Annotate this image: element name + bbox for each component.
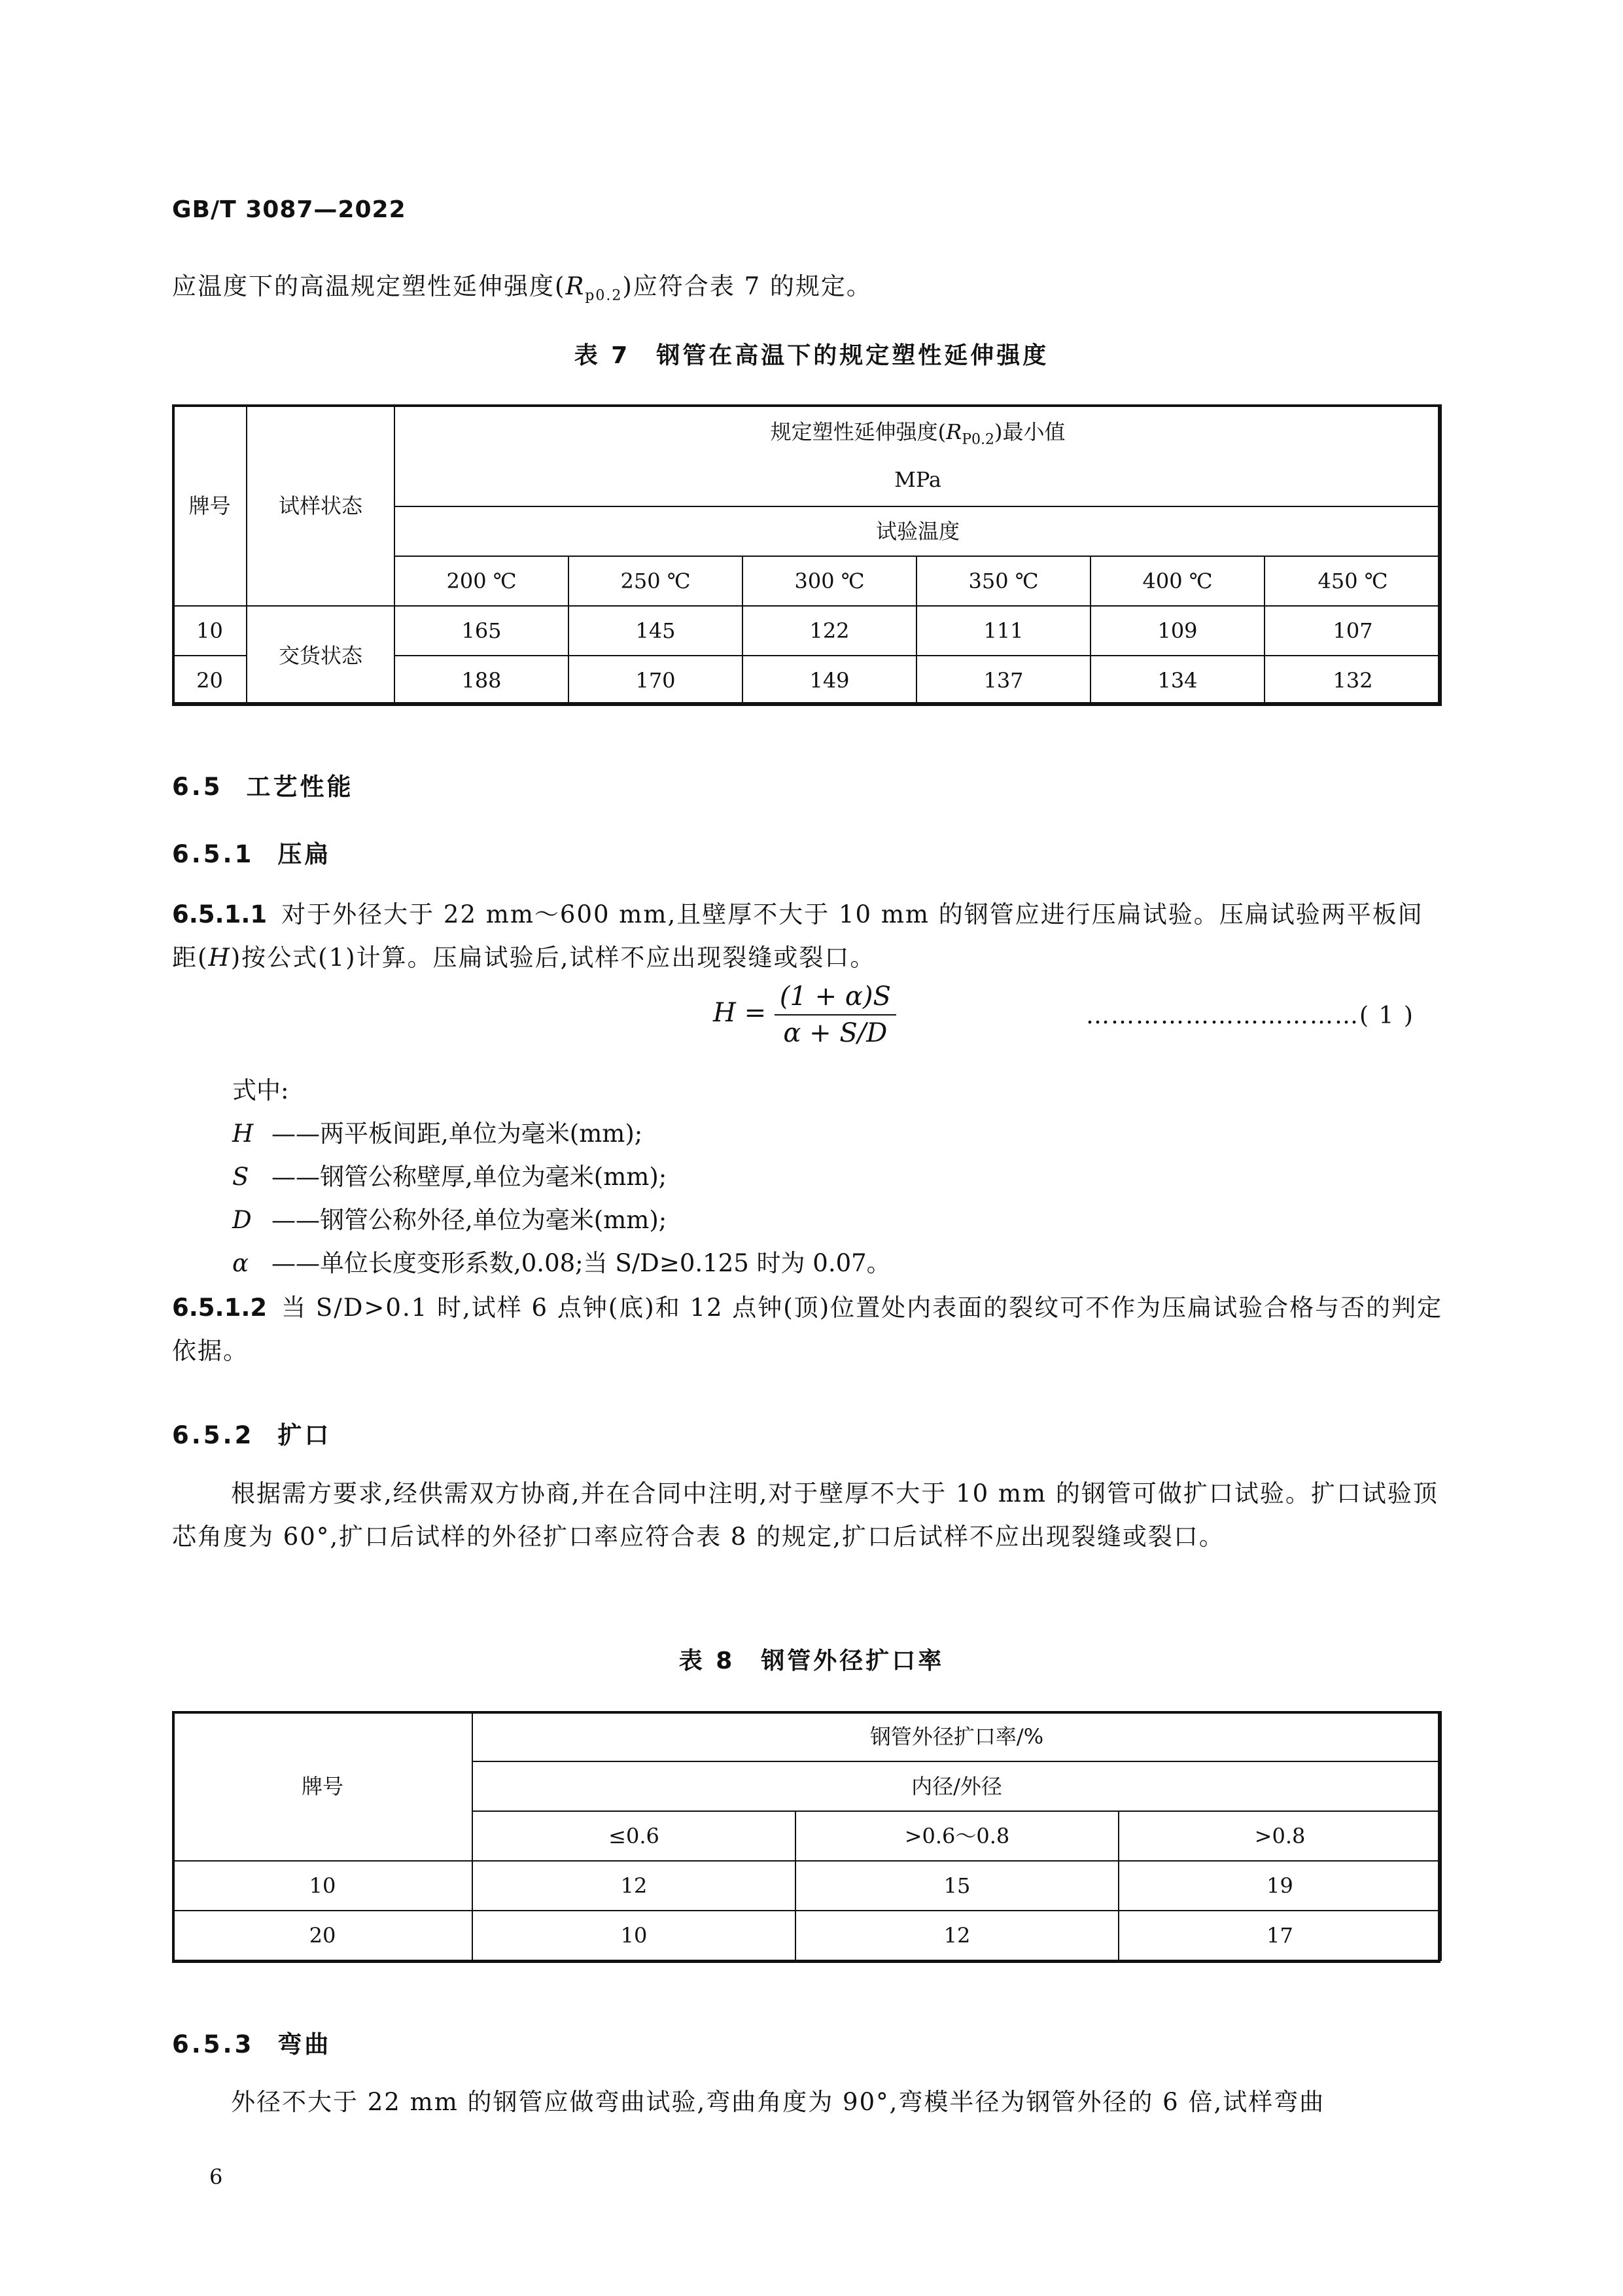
table7-temp: 250 ℃ <box>568 556 742 606</box>
table7-cell: 109 <box>1091 606 1265 656</box>
table7-state: 交货状态 <box>247 606 394 705</box>
where-label: 式中: <box>232 1076 289 1104</box>
table8-range: >0.6～0.8 <box>795 1811 1119 1861</box>
standard-number: GB/T 3087—2022 <box>172 196 406 223</box>
table7-cell: 165 <box>394 606 568 656</box>
table7-temp: 400 ℃ <box>1091 556 1265 606</box>
table7-cell: 134 <box>1091 656 1265 705</box>
table8-group-title: 钢管外径扩口率/% <box>472 1712 1441 1761</box>
table8 <box>172 1711 1442 1961</box>
page-number: 6 <box>209 2164 223 2189</box>
table8-header-grade: 牌号 <box>173 1712 472 1861</box>
table7-cell: 132 <box>1265 656 1441 705</box>
section-6-5-heading: 6.5 工艺性能 <box>172 773 354 801</box>
table7-grade: 20 <box>173 656 247 705</box>
section-6-5-1-heading: 6.5.1 压扁 <box>172 840 332 868</box>
table8-cell: 10 <box>472 1911 795 1960</box>
table-row <box>173 606 1441 656</box>
formula-ref: ……………………………( 1 ) <box>1086 1002 1414 1029</box>
formula-1: H = $\frac{(1 + \alpha)S}{\alpha + S/D}$ <box>713 981 896 1048</box>
table8-range: >0.8 <box>1119 1811 1441 1861</box>
clause-6-5-1-2: 6.5.1.2 当 S/D>0.1 时,试样 6 点钟(底)和 12 点钟(顶)位置处内表面的裂纹可不作为压扁试验合格与否的判定依据。 <box>172 1294 1443 1365</box>
table7-cell: 145 <box>568 606 742 656</box>
table7-group-title: 规定塑性延伸强度$(R_{P0.2})$最小值 MPa <box>394 405 1441 506</box>
table7-grade: 10 <box>173 606 247 656</box>
section-6-5-2-heading: 6.5.2 扩口 <box>172 1421 332 1449</box>
table7-temp: 300 ℃ <box>742 556 916 606</box>
table8-grade: 20 <box>173 1911 472 1960</box>
table7-temp: 350 ℃ <box>916 556 1091 606</box>
table8-cell: 15 <box>795 1861 1119 1911</box>
table7-caption: 表 7 钢管在高温下的规定塑性延伸强度 <box>574 342 1049 369</box>
table8-range: ≤0.6 <box>472 1811 795 1861</box>
var-definition: D ——钢管公称外径,单位为毫米(mm); <box>232 1206 667 1234</box>
table7 <box>172 404 1442 706</box>
table7-cell: 149 <box>742 656 916 705</box>
table8-caption: 表 8 钢管外径扩口率 <box>678 1648 945 1674</box>
var-definition: S ——钢管公称壁厚,单位为毫米(mm); <box>232 1163 667 1191</box>
table7-header-grade: 牌号 <box>173 405 247 606</box>
table7-cell: 107 <box>1265 606 1441 656</box>
paragraph-6-5-3: 外径不大于 22 mm 的钢管应做弯曲试验,弯曲角度为 90°,弯模半径为钢管外径的 6 倍,试样弯曲 <box>231 2088 1325 2116</box>
section-6-5-3-heading: 6.5.3 弯曲 <box>172 2030 332 2058</box>
table8-cell: 19 <box>1119 1861 1441 1911</box>
table7-cell: 170 <box>568 656 742 705</box>
table7-temp: 450 ℃ <box>1265 556 1441 606</box>
var-definition: H ——两平板间距,单位为毫米(mm); <box>232 1120 643 1148</box>
table7-unit: MPa <box>894 467 941 492</box>
table8-cell: 17 <box>1119 1911 1441 1960</box>
clause-6-5-1-1: 6.5.1.1 对于外径大于 22 mm～600 mm,且壁厚不大于 10 mm 的钢管应进行压扁试验。压扁试验两平板间距(H)按公式(1)计算。压扁试验后,试样不应出现裂缝或裂口。 <box>172 900 1423 972</box>
table7-cell: 137 <box>916 656 1091 705</box>
table7-cell: 111 <box>916 606 1091 656</box>
var-definition: α ——单位长度变形系数,0.08;当 S/D≥0.125 时为 0.07。 <box>232 1249 891 1277</box>
table7-cell: 188 <box>394 656 568 705</box>
paragraph-6-5-2: 根据需方要求,经供需双方协商,并在合同中注明,对于壁厚不大于 10 mm 的钢管可做扩口试验。扩口试验顶芯角度为 60°,扩口后试样的外径扩口率应符合表 8 的规定,扩口后试样不应出现裂缝或裂口。 <box>172 1479 1439 1551</box>
table-row <box>173 1911 1441 1960</box>
intro-paragraph: 应温度下的高温规定塑性延伸强度$(R_{p0.2})$应符合表 7 的规定。 <box>172 272 872 304</box>
table7-subtitle: 试验温度 <box>394 506 1441 556</box>
table7-temp: 200 ℃ <box>394 556 568 606</box>
table8-cell: 12 <box>795 1911 1119 1960</box>
table7-cell: 122 <box>742 606 916 656</box>
table8-grade: 10 <box>173 1861 472 1911</box>
formula-numerator: (1 + α)S <box>775 981 896 1016</box>
formula-denominator: α + S/D <box>783 1018 888 1048</box>
table7-header-state: 试样状态 <box>247 405 394 606</box>
table8-cell: 12 <box>472 1861 795 1911</box>
table-row <box>173 1861 1441 1911</box>
table8-subtitle: 内径/外径 <box>472 1761 1441 1811</box>
